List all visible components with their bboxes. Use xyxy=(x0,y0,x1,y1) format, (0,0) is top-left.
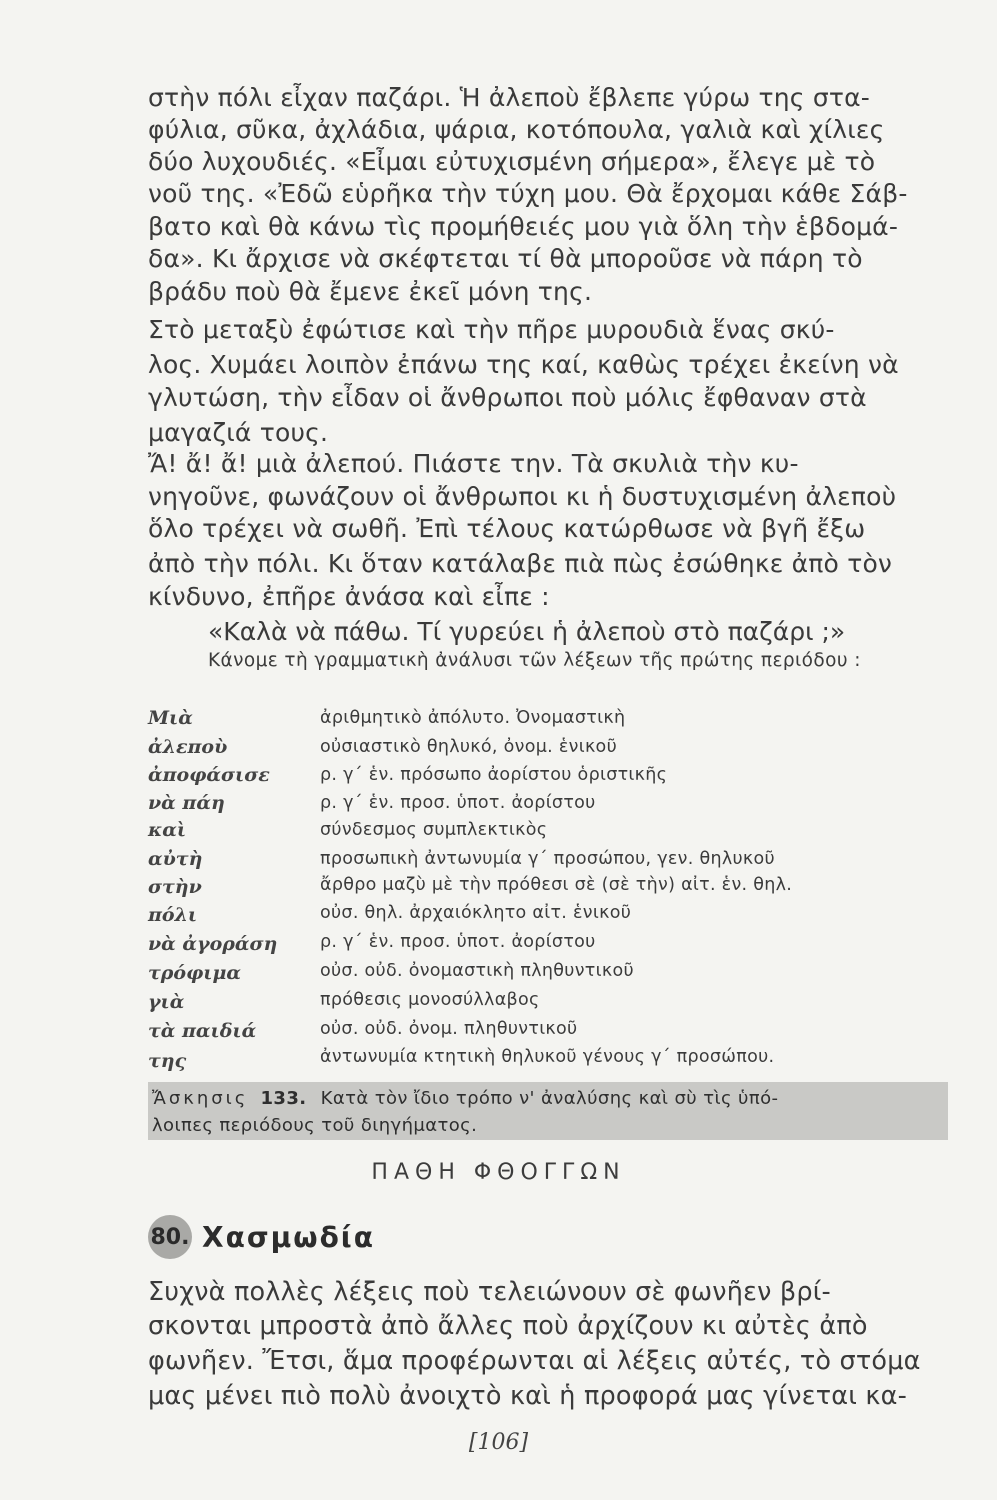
analysis-desc: ρ. γ΄ ἑν. προσ. ὑποτ. ἀορίστου xyxy=(320,932,596,952)
story-line: λος. Χυμάει λοιπὸν ἐπάνω της καί, καθὼς τρέχει ἐκείνη νὰ xyxy=(148,350,899,379)
body-line: Συχνὰ πολλὲς λέξεις ποὺ τελειώνουν σὲ φωνῆεν βρί- xyxy=(148,1277,831,1307)
analysis-desc: ἀντωνυμία κτητικὴ θηλυκοῦ γένους γ΄ προσώπου. xyxy=(320,1047,775,1067)
story-line: ὅλο τρέχει νὰ σωθῆ. Ἐπὶ τέλους κατώρθωσε νὰ βγῆ ἔξω xyxy=(148,514,866,543)
story-line: Ἄ! ἄ! ἄ! μιὰ ἀλεπού. Πιάστε την. Τὰ σκυλιὰ τὴν κυ- xyxy=(148,449,799,478)
story-line: νοῦ της. «Ἐδῶ εὑρῆκα τὴν τύχη μου. Θὰ ἔρχομαι κάθε Σάβ- xyxy=(148,179,908,208)
analysis-word: πόλι xyxy=(148,904,198,926)
story-line: δα». Κι ἄρχισε νὰ σκέφτεται τί θὰ μποροῦσε νὰ πάρη τὸ xyxy=(148,244,863,273)
analysis-intro: Κάνομε τὴ γραμματικὴ ἀνάλυσι τῶν λέξεων τῆς πρώτης περιόδου : xyxy=(208,650,861,671)
analysis-word: καὶ xyxy=(148,819,187,841)
analysis-word: της xyxy=(148,1050,187,1072)
analysis-word: νὰ ἀγοράση xyxy=(148,933,278,955)
section-heading xyxy=(148,1215,375,1259)
story-line: νηγοῦνε, φωνάζουν οἱ ἄνθρωποι κι ἡ δυστυχισμένη ἀλεποὺ xyxy=(148,482,897,511)
section-heading-title: Χασμωδία xyxy=(202,1220,375,1254)
story-line: κίνδυνο, ἐπῆρε ἀνάσα καὶ εἶπε : xyxy=(148,582,550,611)
analysis-desc: προσωπικὴ ἀντωνυμία γ΄ προσώπου, γεν. θηλυκοῦ xyxy=(320,849,775,869)
story-line: ἀπὸ τὴν πόλι. Κι ὅταν κατάλαβε πιὰ πὼς ἐσώθηκε ἀπὸ τὸν xyxy=(148,549,893,578)
exercise-line-2: λοιπες περιόδους τοῦ διηγήματος. xyxy=(152,1115,478,1136)
exercise-line-1 xyxy=(152,1086,778,1112)
analysis-desc: ρ. γ΄ ἑν. προσ. ὑποτ. ἀορίστου xyxy=(320,793,596,813)
body-line: μας μένει πιὸ πολὺ ἀνοιχτὸ καὶ ἡ προφορά μας γίνεται κα- xyxy=(148,1381,908,1411)
page-number: [106] xyxy=(468,1430,529,1455)
analysis-word: γιὰ xyxy=(148,991,185,1013)
exercise-text: Κατὰ τὸν ἴδιο τρόπο ν' ἀναλύσης καὶ σὺ τὶς ὑπό- xyxy=(320,1088,779,1109)
analysis-desc: πρόθεσις μονοσύλλαβος xyxy=(320,990,540,1010)
story-line: βατο καὶ θὰ κάνω τὶς προμήθειές μου γιὰ ὅλη τὴν ἑβδομά- xyxy=(148,212,899,241)
story-line: Στὸ μεταξὺ ἐφώτισε καὶ τὴν πῆρε μυρουδιὰ ἕνας σκύ- xyxy=(148,315,835,344)
story-line: φύλια, σῦκα, ἀχλάδια, ψάρια, κοτόπουλα, γαλιὰ καὶ χίλιες xyxy=(148,115,885,144)
exercise-number: 133. xyxy=(260,1088,307,1109)
story-line: στὴν πόλι εἶχαν παζάρι. Ἡ ἀλεποὺ ἔβλεπε γύρω της στα- xyxy=(148,83,871,112)
story-line: βράδυ ποὺ θὰ ἔμενε ἐκεῖ μόνη της. xyxy=(148,277,593,306)
analysis-word: τρόφιμα xyxy=(148,962,242,984)
analysis-desc: οὐσ. θηλ. ἀρχαιόκλητο αἰτ. ἑνικοῦ xyxy=(320,903,632,923)
analysis-word: Μιὰ xyxy=(148,707,193,729)
analysis-desc: οὐσ. οὐδ. ὀνομαστικὴ πληθυντικοῦ xyxy=(320,961,634,981)
analysis-word: τὰ παιδιά xyxy=(148,1020,257,1042)
analysis-desc: οὐσ. οὐδ. ὀνομ. πληθυντικοῦ xyxy=(320,1019,578,1039)
story-line: δύο λυχουδιές. «Εἶμαι εὐτυχισμένη σήμερα», ἔλεγε μὲ τὸ xyxy=(148,147,876,176)
analysis-desc: οὐσιαστικὸ θηλυκό, ὀνομ. ἑνικοῦ xyxy=(320,737,617,757)
fox-quote: «Καλὰ νὰ πάθω. Τί γυρεύει ἡ ἀλεποὺ στὸ παζάρι ;» xyxy=(208,617,846,646)
analysis-desc: ἀριθμητικὸ ἀπόλυτο. Ὀνομαστικὴ xyxy=(320,708,626,728)
analysis-word: ἀλεποὺ xyxy=(148,736,228,758)
analysis-desc: ἄρθρο μαζὺ μὲ τὴν πρόθεσι σὲ (σὲ τὴν) αἰτ. ἑν. θηλ. xyxy=(320,875,793,895)
body-line: φωνῆεν. Ἔτσι, ἅμα προφέρωνται αἱ λέξεις αὐτές, τὸ στόμα xyxy=(148,1346,921,1376)
analysis-desc: σύνδεσμος συμπλεκτικὸς xyxy=(320,820,548,840)
story-line: μαγαζιά τους. xyxy=(148,418,329,447)
analysis-word: νὰ πάη xyxy=(148,792,225,814)
story-line: γλυτώση, τὴν εἶδαν οἱ ἄνθρωποι ποὺ μόλις ἔφθαναν στὰ xyxy=(148,383,867,412)
section-title: ΠΑΘΗ ΦΘΟΓΓΩΝ xyxy=(371,1160,626,1185)
analysis-desc: ρ. γ΄ ἑν. πρόσωπο ἀορίστου ὁριστικῆς xyxy=(320,765,668,785)
analysis-word: ἀποφάσισε xyxy=(148,764,270,786)
analysis-word: στὴν xyxy=(148,876,202,898)
section-number-badge: 80. xyxy=(148,1215,192,1259)
body-line: σκονται μπροστὰ ἀπὸ ἄλλες ποὺ ἀρχίζουν κι αὐτὲς ἀπὸ xyxy=(148,1311,868,1341)
analysis-word: αὐτὴ xyxy=(148,848,203,870)
exercise-label: Ἄσκησις xyxy=(152,1088,249,1109)
